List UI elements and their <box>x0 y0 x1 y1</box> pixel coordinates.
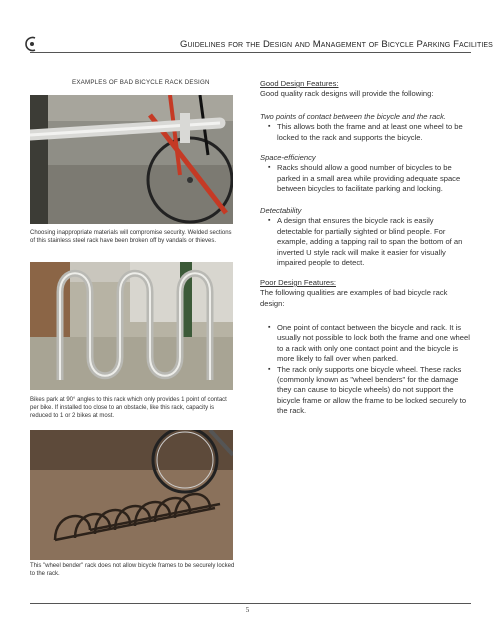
photo-caption-3: This "wheel bender" rack does not allow bicycle frames to be securely locked to the rack. <box>30 563 235 577</box>
photo-broken-steel-rack <box>30 95 233 224</box>
list-item: ▪ The rack only supports one bicycle wheel. These racks (commonly known as "wheel benders" for the damage they can cause to bicycle wheels) do not support the bicycle frame or allow the frame to be locked securely to the rack. <box>270 365 470 417</box>
poor-features-intro: The following qualities are examples of bad bicycle rack design: <box>260 288 448 308</box>
page-number: 5 <box>245 606 250 614</box>
list-item: ▪ Racks should allow a good number of bicycles to be parked in a small area while providing adequate space between bicycles to facilitate parking and locking. <box>270 163 470 194</box>
header-title: Guidelines for the Design and Management of Bicycle Parking Facilities <box>180 39 493 50</box>
photo-wheel-bender-rack <box>30 430 233 560</box>
good-item-title: Two points of contact between the bicycle and the rack. <box>260 112 447 121</box>
good-item-title: Space-efficiency <box>260 153 316 162</box>
header-divider <box>30 52 471 53</box>
logo-icon <box>24 36 40 52</box>
poor-features-heading: Poor Design Features: <box>260 278 336 287</box>
good-features-heading: Good Design Features: <box>260 79 339 88</box>
footer-divider <box>30 603 471 604</box>
list-item: ▪ This allows both the frame and at least one wheel to be locked to the rack and supports the bicycle. <box>270 122 470 143</box>
good-features-intro: Good quality rack designs will provide the following: <box>260 89 434 99</box>
poor-features-section <box>260 278 470 309</box>
list-item: ▪ One point of contact between the bicycle and rack. It is usually not possible to lock both the frame and one wheel to a rack with only one contact point and the bicycle is more likely to fall over when parked. <box>270 323 470 365</box>
photo-caption-2: Bikes park at 90° angles to this rack which only provides 1 point of contact per bike. If installed too close to an obstacle, like this rack, capacity is reduced to 1 or 2 bikes at most. <box>30 397 227 419</box>
good-features-section <box>260 79 470 100</box>
poor-features-list <box>260 323 470 417</box>
good-item-space <box>260 153 470 195</box>
photo-wave-rack <box>30 262 233 390</box>
good-item-contact <box>260 112 470 143</box>
photo-caption-1: Choosing inappropriate materials will compromise security. Welded sections of this stainless steel rack have been broken off by vandals or thieves. <box>30 230 232 244</box>
examples-title: EXAMPLES OF BAD BICYCLE RACK DESIGN <box>72 79 210 86</box>
list-item: ▪ A design that ensures the bicycle rack is easily detectable for partially sighted or blind people. For example, adding a tapping rail to span the bottom of an inverted U style rack will make it easier for visually impaired people to detect. <box>270 216 470 268</box>
good-item-title: Detectability <box>260 206 302 215</box>
good-item-detectability <box>260 206 470 268</box>
